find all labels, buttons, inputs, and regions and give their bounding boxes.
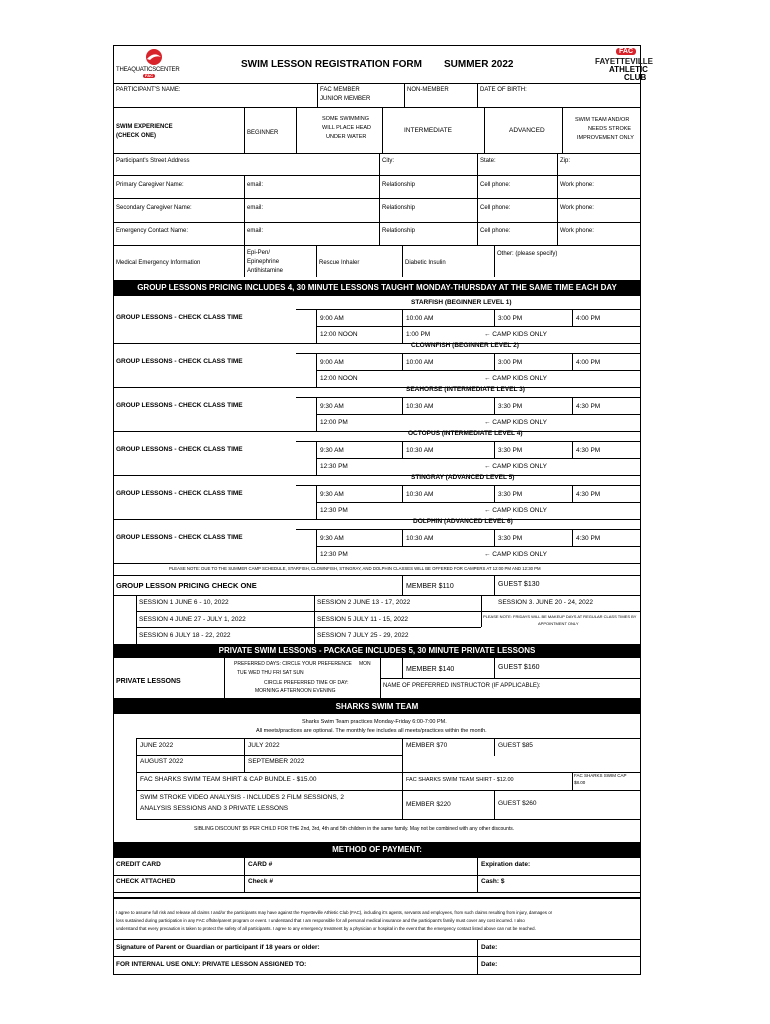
secondary-email-field[interactable]: email: — [247, 205, 264, 211]
emergency-contact-field[interactable]: Emergency Contact Name: — [116, 228, 189, 234]
sharks-guest-price[interactable]: GUEST $85 — [498, 742, 533, 749]
starfish-time-2[interactable]: 10:00 AM — [406, 315, 434, 322]
experience-some-line1[interactable]: SOME SWIMMING — [322, 116, 370, 122]
dolphin-time-5[interactable]: 12:30 PM — [320, 551, 348, 558]
stingray-time-3[interactable]: 3:30 PM — [498, 491, 523, 498]
dolphin-time-1[interactable]: 9:30 AM — [320, 535, 344, 542]
credit-card-option[interactable]: CREDIT CARD — [116, 861, 161, 868]
session-1-option[interactable]: SESSION 1 JUNE 6 - 10, 2022 — [139, 599, 229, 606]
street-address-field[interactable]: Participant's Street Address — [116, 158, 190, 164]
participant-name-field[interactable]: PARTICIPANT'S NAME: — [116, 87, 181, 93]
session-7-option[interactable]: SESSION 7 JULY 25 - 29, 2022 — [317, 632, 409, 639]
diabetic-insulin-option[interactable]: Diabetic Insulin — [405, 260, 446, 266]
fac-logo-line2: ATHLETIC — [609, 65, 648, 74]
internal-date-field[interactable]: Date: — [481, 961, 498, 968]
sharks-swim-team-banner: SHARKS SWIM TEAM — [114, 699, 640, 714]
form-season: SUMMER 2022 — [444, 59, 514, 70]
video-analysis-line2[interactable]: ANALYSIS SESSIONS AND 3 PRIVATE LESSONS — [140, 805, 289, 812]
clownfish-time-4[interactable]: 4:00 PM — [576, 359, 601, 366]
payment-banner: METHOD OF PAYMENT: — [114, 842, 640, 858]
shirt-cap-bundle-option[interactable]: FAC SHARKS SWIM TEAM SHIRT & CAP BUNDLE - $15.00 — [140, 776, 317, 783]
fac-member-option[interactable]: FAC MEMBER — [320, 87, 360, 93]
clownfish-time-1[interactable]: 9:00 AM — [320, 359, 344, 366]
waiver-text-line2: loss sustained during participation in any FAC offsite/parent program or event. I understand that I am responsible for all personal medical insurance and the participant's family must cover any cost incurred. I also — [116, 918, 525, 923]
expiration-date-field[interactable]: Expiration date: — [481, 861, 531, 868]
secondary-relationship-field[interactable]: Relationship — [382, 205, 416, 211]
octopus-time-1[interactable]: 9:30 AM — [320, 447, 344, 454]
starfish-time-1[interactable]: 9:00 AM — [320, 315, 344, 322]
stingray-time-4[interactable]: 4:30 PM — [576, 491, 601, 498]
swim-cap-option[interactable]: FAC SHARKS SWIM CAP — [574, 773, 627, 778]
zip-field[interactable]: Zip: — [560, 158, 571, 164]
level-seahorse-check-label: GROUP LESSONS - CHECK CLASS TIME — [116, 402, 243, 409]
clownfish-time-3[interactable]: 3:00 PM — [498, 359, 523, 366]
signature-date-field[interactable]: Date: — [481, 944, 498, 951]
primary-relationship-field[interactable]: Relationship — [382, 182, 416, 188]
level-starfish-check-label: GROUP LESSONS - CHECK CLASS TIME — [116, 314, 243, 321]
seahorse-time-2[interactable]: 10:30 AM — [406, 403, 434, 410]
sharks-july-option[interactable]: JULY 2022 — [248, 742, 280, 749]
level-stingray-check-label: GROUP LESSONS - CHECK CLASS TIME — [116, 490, 243, 497]
experience-some-line3[interactable]: UNDER WATER — [326, 134, 367, 140]
fac-logo-line3: CLUB — [624, 73, 647, 82]
video-member-price[interactable]: MEMBER $220 — [406, 801, 451, 808]
session-6-option[interactable]: SESSION 6 JULY 18 - 22, 2022 — [139, 632, 231, 639]
group-member-price[interactable]: MEMBER $110 — [406, 583, 454, 590]
emergency-work-field[interactable]: Work phone: — [560, 228, 594, 234]
level-dolphin-title: DOLPHIN (ADVANCED LEVEL 6) — [413, 518, 513, 525]
swim-cap-price: $8.00 — [574, 780, 586, 785]
check-attached-option[interactable]: CHECK ATTACHED — [116, 878, 176, 885]
swim-experience-check-one: (CHECK ONE) — [116, 133, 156, 139]
epi-pen-line2[interactable]: Epinephrine — [247, 259, 280, 265]
private-lessons-label: PRIVATE LESSONS — [116, 678, 181, 685]
emergency-relationship-field[interactable]: Relationship — [382, 228, 416, 234]
session-4-option[interactable]: SESSION 4 JUNE 27 - JULY 1, 2022 — [139, 616, 246, 623]
secondary-caregiver-field[interactable]: Secondary Caregiver Name: — [116, 205, 192, 211]
level-stingray-title: STINGRAY (ADVANCED LEVEL 5) — [411, 474, 515, 481]
swim-experience-label: SWIM EXPERIENCE — [116, 124, 173, 130]
stingray-time-1[interactable]: 9:30 AM — [320, 491, 344, 498]
private-member-price[interactable]: MEMBER $140 — [406, 666, 455, 673]
primary-caregiver-field[interactable]: Primary Caregiver Name: — [116, 182, 184, 188]
octopus-time-5[interactable]: 12:30 PM — [320, 463, 348, 470]
starfish-camp-kids: ← CAMP KIDS ONLY — [484, 331, 547, 338]
octopus-camp-kids: ← CAMP KIDS ONLY — [484, 463, 547, 470]
dolphin-camp-kids: ← CAMP KIDS ONLY — [484, 551, 547, 558]
camp-schedule-note: PLEASE NOTE: DUE TO THE SUMMER CAMP SCHEDULE, STARFISH, CLOWNFISH, STINGRAY, AND DOLPHIN CLASSES WILL BE OFFERED FOR CAMPERS AT 12:00 PM AND 12:30 PM — [169, 566, 541, 571]
other-medical-field[interactable]: Other: (please specify) — [497, 251, 558, 257]
cash-amount-field[interactable]: Cash: $ — [481, 878, 505, 885]
registration-form — [113, 45, 653, 975]
signature-field[interactable]: Signature of Parent or Guardian or participant if 18 years or older: — [116, 944, 320, 951]
level-dolphin-check-label: GROUP LESSONS - CHECK CLASS TIME — [116, 534, 243, 541]
seahorse-time-1[interactable]: 9:30 AM — [320, 403, 344, 410]
session-5-option[interactable]: SESSION 5 JULY 11 - 15, 2022 — [317, 616, 409, 623]
preferred-time-label: CIRCLE PREFERRED TIME OF DAY: — [264, 680, 349, 686]
stingray-time-2[interactable]: 10:30 AM — [406, 491, 434, 498]
sharks-september-option[interactable]: SEPTEMBER 2022 — [248, 758, 305, 765]
fac-logo-line1: FAYETTEVILLE — [595, 57, 653, 66]
sibling-discount-note: SIBLING DISCOUNT $5 PER CHILD FOR THE 2nd, 3rd, 4th and 5th children in the same family. May not be combined with any other discounts. — [194, 826, 515, 832]
stingray-camp-kids: ← CAMP KIDS ONLY — [484, 507, 547, 514]
experience-some-line2[interactable]: WILL PLACE HEAD — [322, 125, 372, 131]
clownfish-camp-kids: ← CAMP KIDS ONLY — [484, 375, 547, 382]
sharks-fees-info: All meets/practices are optional. The monthly fee includes all meets/practices within the month. — [256, 728, 487, 734]
octopus-time-4[interactable]: 4:30 PM — [576, 447, 601, 454]
level-seahorse-title: SEAHORSE (INTERMEDIATE LEVEL 3) — [406, 386, 525, 393]
secondary-cell-field[interactable]: Cell phone: — [480, 205, 511, 211]
experience-beginner-option[interactable]: BEGINNER — [247, 130, 279, 136]
day-mon-option[interactable]: MON — [359, 661, 371, 667]
stingray-time-5[interactable]: 12:30 PM — [320, 507, 348, 514]
waiver-text-line1: I agree to assume full risk and release all claims I and/or the participants may have against the Fayetteville Athletic Club (FAC), including it's agents, servants and employees, from such claims resulting from injury, damages or — [116, 910, 553, 915]
experience-intermediate-option[interactable]: INTERMEDIATE — [404, 127, 452, 134]
experience-team-line3[interactable]: IMPROVEMENT ONLY — [577, 135, 634, 141]
experience-team-line1[interactable]: SWIM TEAM AND/OR — [575, 117, 630, 123]
city-field[interactable]: City: — [382, 158, 394, 164]
aquatics-logo-text: THEAQUATICSCENTER — [116, 67, 180, 73]
video-analysis-line1[interactable]: SWIM STROKE VIDEO ANALYSIS - INCLUDES 2 FILM SESSIONS, 2 — [140, 794, 344, 801]
clownfish-time-2[interactable]: 10:00 AM — [406, 359, 434, 366]
sharks-august-option[interactable]: AUGUST 2022 — [140, 758, 184, 765]
level-octopus-check-label: GROUP LESSONS - CHECK CLASS TIME — [116, 446, 243, 453]
junior-member-option[interactable]: JUNIOR MEMBER — [320, 96, 371, 102]
emergency-email-field[interactable]: email: — [247, 228, 264, 234]
primary-email-field[interactable]: email: — [247, 182, 264, 188]
dolphin-time-3[interactable]: 3:30 PM — [498, 535, 523, 542]
seahorse-time-4[interactable]: 4:30 PM — [576, 403, 601, 410]
makeup-days-note-line2: APPOINTMENT ONLY — [538, 621, 579, 626]
level-clownfish-title: CLOWNFISH (BEGINNER LEVEL 2) — [411, 342, 519, 349]
dolphin-time-4[interactable]: 4:30 PM — [576, 535, 601, 542]
level-starfish-title: STARFISH (BEGINNER LEVEL 1) — [411, 299, 512, 306]
check-number-field[interactable]: Check # — [248, 878, 273, 885]
sharks-member-price[interactable]: MEMBER $70 — [406, 742, 448, 749]
primary-work-field[interactable]: Work phone: — [560, 182, 594, 188]
experience-team-line2[interactable]: NEEDS STROKE — [588, 126, 632, 132]
non-member-option[interactable]: NON-MEMBER — [407, 87, 449, 93]
group-pricing-label: GROUP LESSON PRICING CHECK ONE — [116, 581, 257, 590]
group-lessons-banner: GROUP LESSONS PRICING INCLUDES 4, 30 MINUTE LESSONS TAUGHT MONDAY-THURSDAY AT THE SAME TIME EACH DAY — [114, 280, 640, 296]
time-options[interactable]: MORNING AFTERNOON EVENING — [255, 688, 336, 694]
starfish-time-3[interactable]: 3:00 PM — [498, 315, 523, 322]
group-guest-price[interactable]: GUEST $130 — [498, 581, 540, 588]
session-2-option[interactable]: SESSION 2 JUNE 13 - 17, 2022 — [317, 599, 411, 606]
internal-use-field[interactable]: FOR INTERNAL USE ONLY: PRIVATE LESSON ASSIGNED TO: — [116, 961, 307, 968]
level-octopus-title: OCTOPUS (INTERMEDIATE LEVEL 4) — [408, 430, 523, 437]
dolphin-time-2[interactable]: 10:30 AM — [406, 535, 434, 542]
octopus-time-3[interactable]: 3:30 PM — [498, 447, 523, 454]
aquatics-logo-icon — [136, 48, 172, 66]
fac-logo-badge: FAC — [616, 48, 636, 55]
medical-emergency-label: Medical Emergency Information — [116, 260, 201, 266]
aquatics-logo-sub: FAC — [145, 73, 153, 78]
seahorse-camp-kids: ← CAMP KIDS ONLY — [484, 419, 547, 426]
waiver-text-line3: understand that every precaution is taken to protect the safety of all participants. I agree to any emergency treatment by a physician or hospital in the event that the emergency contact listed above can not be reached. — [116, 926, 536, 931]
shirt-only-option[interactable]: FAC SHARKS SWIM TEAM SHIRT - $12.00 — [406, 777, 514, 783]
seahorse-time-3[interactable]: 3:30 PM — [498, 403, 523, 410]
date-of-birth-field[interactable]: DATE OF BIRTH: — [480, 87, 527, 93]
octopus-time-2[interactable]: 10:30 AM — [406, 447, 434, 454]
form-title: SWIM LESSON REGISTRATION FORM — [241, 59, 422, 70]
makeup-days-note-line1: PLEASE NOTE: FRIDAYS WILL BE MAKEUP DAYS AT REGULAR CLASS TIMES BY — [483, 614, 637, 619]
emergency-cell-field[interactable]: Cell phone: — [480, 228, 511, 234]
state-field[interactable]: State: — [480, 158, 496, 164]
session-3-option[interactable]: SESSION 3. JUNE 20 - 24, 2022 — [498, 599, 594, 606]
experience-advanced-option[interactable]: ADVANCED — [509, 127, 545, 134]
starfish-time-6[interactable]: 1:00 PM — [406, 331, 431, 338]
sharks-june-option[interactable]: JUNE 2022 — [140, 742, 174, 749]
days-options[interactable]: TUE WED THU FRI SAT SUN — [237, 670, 304, 676]
starfish-time-5[interactable]: 12:00 NOON — [320, 331, 358, 338]
epi-pen-line3[interactable]: Antihistamine — [247, 268, 284, 274]
starfish-time-4[interactable]: 4:00 PM — [576, 315, 601, 322]
video-guest-price[interactable]: GUEST $260 — [498, 800, 537, 807]
epi-pen-line1[interactable]: Epi-Pen/ — [247, 250, 271, 256]
primary-cell-field[interactable]: Cell phone: — [480, 182, 511, 188]
preferred-days-label: PREFERRED DAYS: CIRCLE YOUR PREFERENCE — [234, 661, 352, 667]
seahorse-time-5[interactable]: 12:00 PM — [320, 419, 348, 426]
private-lessons-banner: PRIVATE SWIM LESSONS - PACKAGE INCLUDES 5, 30 MINUTE PRIVATE LESSONS — [114, 644, 640, 658]
level-clownfish-check-label: GROUP LESSONS - CHECK CLASS TIME — [116, 358, 243, 365]
rescue-inhaler-option[interactable]: Rescue Inhaler — [319, 260, 360, 266]
private-guest-price[interactable]: GUEST $160 — [498, 664, 540, 671]
preferred-instructor-field[interactable]: NAME OF PREFERRED INSTRUCTOR (IF APPLICABLE): — [383, 683, 541, 689]
card-number-field[interactable]: CARD # — [248, 861, 273, 868]
clownfish-time-5[interactable]: 12:00 NOON — [320, 375, 358, 382]
sharks-practice-info: Sharks Swim Team practices Monday-Friday 6:00-7:00 PM. — [302, 719, 447, 725]
secondary-work-field[interactable]: Work phone: — [560, 205, 594, 211]
